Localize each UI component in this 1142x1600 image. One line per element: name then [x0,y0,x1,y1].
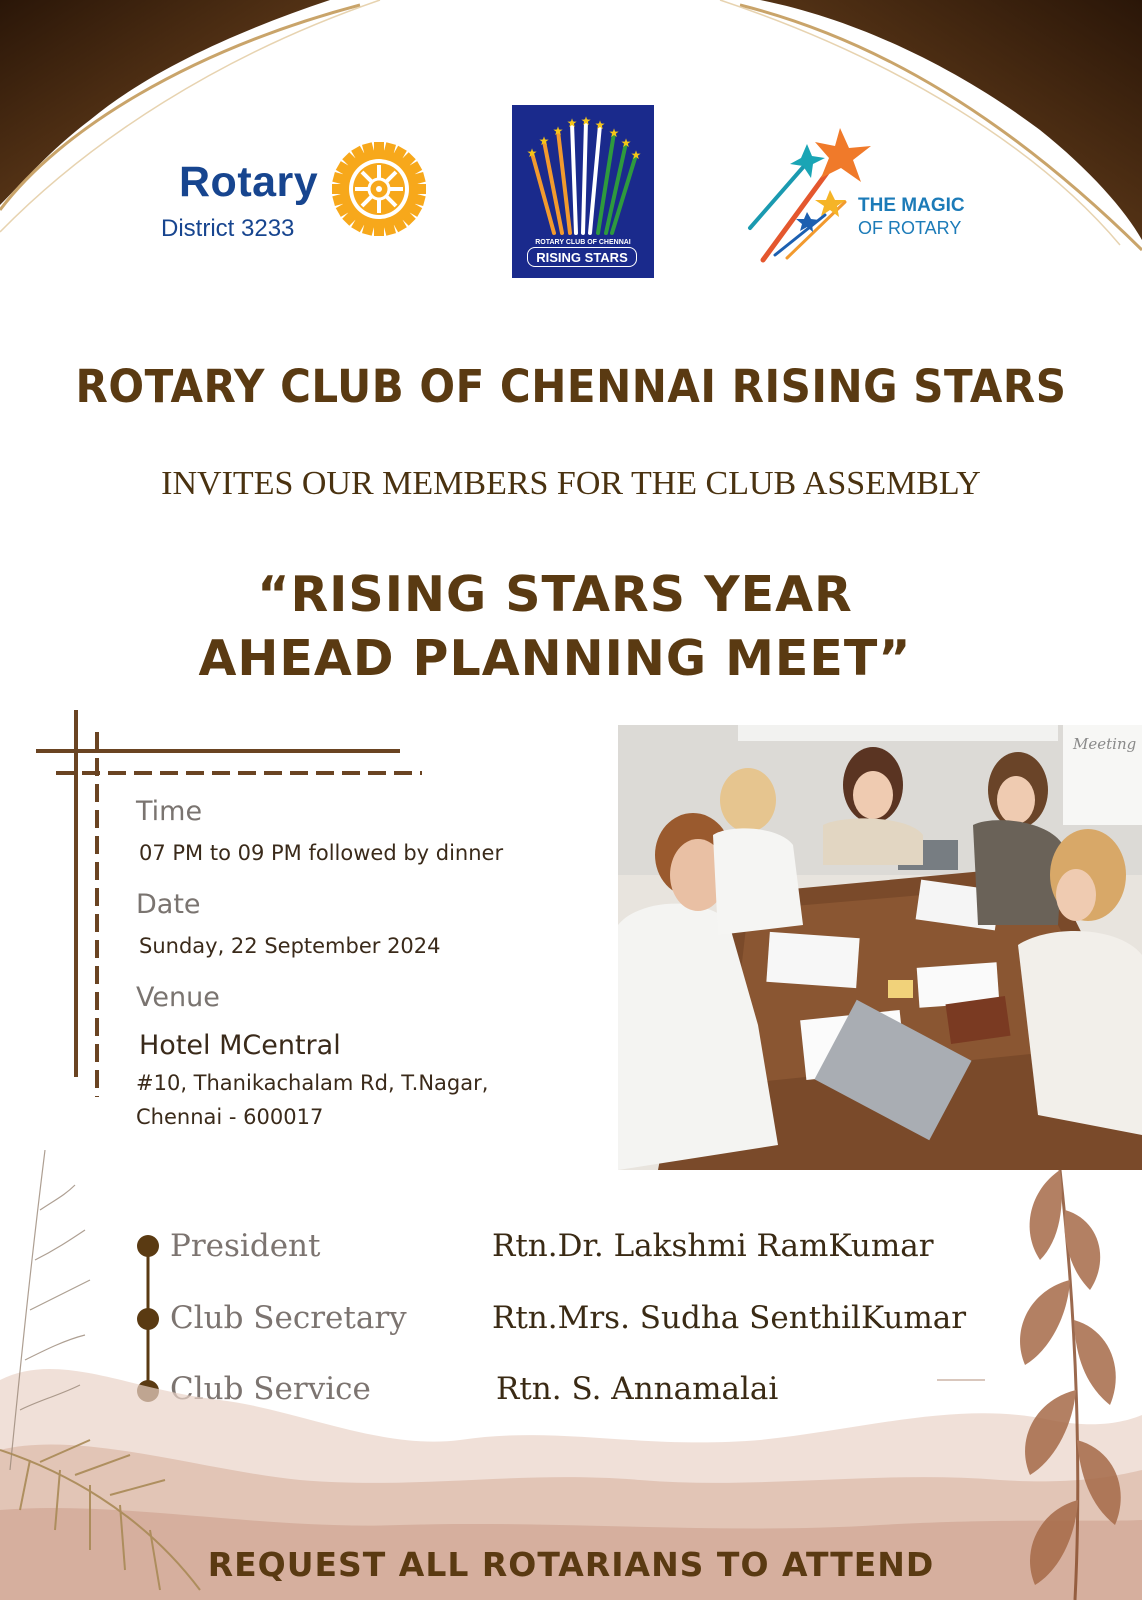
svg-text:★: ★ [608,126,620,140]
svg-text:★: ★ [566,116,578,130]
officer-name-president: Rtn.Dr. Lakshmi RamKumar [492,1228,934,1264]
svg-text:★: ★ [580,114,592,128]
event-title-line-1: “RISING STARS YEAR [257,566,853,623]
venue-address-line-2: Chennai - 600017 [136,1105,324,1129]
venue-name: Hotel MCentral [139,1030,341,1061]
svg-text:★: ★ [538,134,550,148]
officer-name-secretary: Rtn.Mrs. Sudha SenthilKumar [492,1300,967,1336]
officer-name-club-service: Rtn. S. Annamalai [496,1371,779,1407]
whiteboard-text: Meeting [1073,735,1137,753]
magic-of-rotary-logo [745,120,995,270]
officer-role-secretary: Club Secretary [170,1300,407,1336]
officer-role-president: President [170,1228,321,1264]
officer-role-club-service: Club Service [170,1371,371,1407]
rotary-wordmark: Rotary [179,158,319,206]
svg-text:★: ★ [526,146,538,160]
rotary-district-logo [155,140,425,250]
time-label: Time [136,796,203,827]
time-value: 07 PM to 09 PM followed by dinner [139,841,504,865]
rising-stars-subtitle: ROTARY CLUB OF CHENNAI [535,239,631,246]
date-label: Date [136,889,201,920]
event-title [0,563,1110,691]
venue-label: Venue [136,982,220,1013]
invitation-line: INVITES OUR MEMBERS FOR THE CLUB ASSEMBLY [161,465,981,502]
svg-text:★: ★ [620,136,632,150]
venue-address-line-1: #10, Thanikachalam Rd, T.Nagar, [136,1071,489,1095]
star-fan-icon [512,105,654,237]
svg-text:★: ★ [552,124,564,138]
district-label: District 3233 [161,215,295,242]
magic-line-1: THE MAGIC [858,195,965,216]
svg-text:★: ★ [594,118,606,132]
rising-stars-logo [512,105,654,278]
meeting-photo [618,725,1142,1170]
bottom-watercolor-decoration [0,1150,1142,1600]
rotary-wheel-icon [332,142,426,236]
date-value: Sunday, 22 September 2024 [139,934,441,958]
meeting-illustration [618,725,1142,1170]
magic-line-2: OF ROTARY [858,218,962,238]
call-to-action: REQUEST ALL ROTARIANS TO ATTEND [207,1545,935,1584]
event-title-line-2: AHEAD PLANNING MEET” [198,630,912,687]
svg-text:★: ★ [630,148,642,162]
club-name-heading: ROTARY CLUB OF CHENNAI RISING STARS [75,360,1067,413]
rising-stars-badge: RISING STARS [527,247,637,267]
